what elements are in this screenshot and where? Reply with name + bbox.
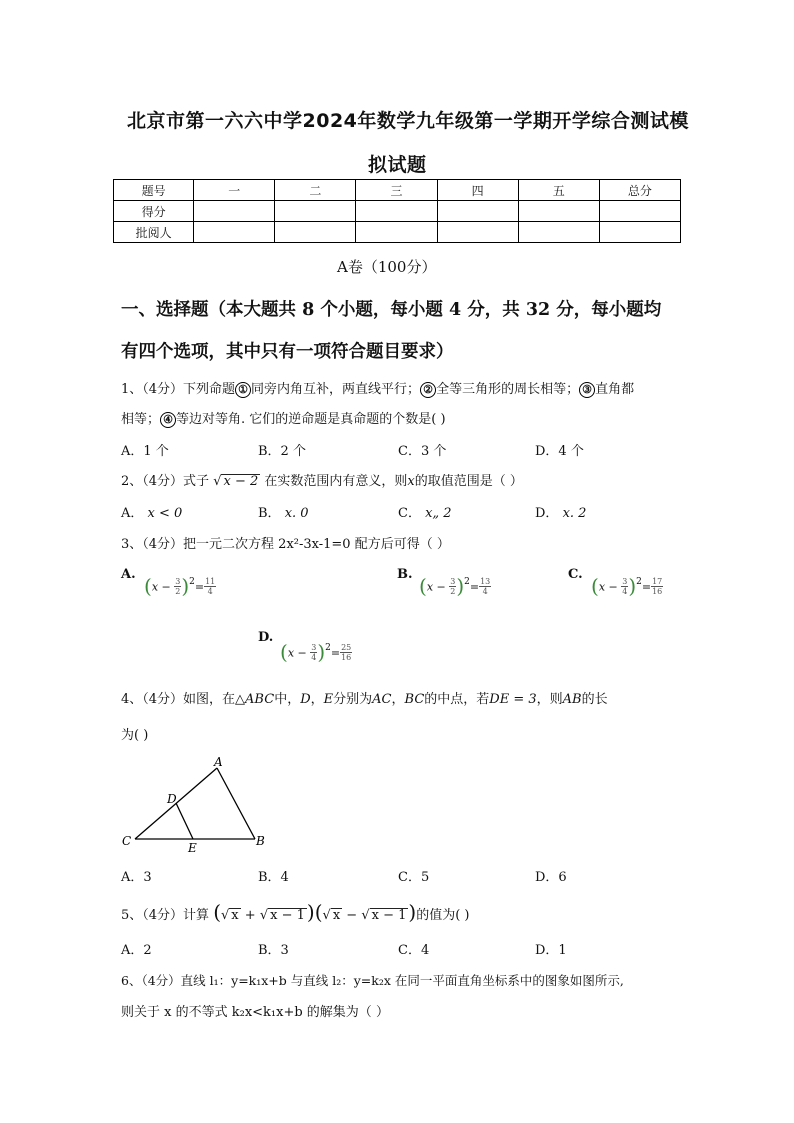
eq: =: [469, 580, 480, 594]
question-1-line2: [121, 408, 446, 428]
score-table-header-row: [114, 180, 681, 201]
radicand: x: [231, 908, 239, 923]
score-cell[interactable]: [194, 222, 275, 243]
option-math: x. 2: [562, 506, 587, 521]
text: ，: [391, 692, 405, 707]
score-row-label: 批阅人: [114, 222, 194, 243]
score-cell[interactable]: [599, 222, 680, 243]
q5-option-d[interactable]: D．1: [535, 943, 567, 958]
score-row-label: 得分: [114, 201, 194, 222]
q5-prefix: 5、（4分）计算: [121, 908, 210, 923]
q1-mark-1: ①: [235, 382, 251, 398]
num: 13: [480, 576, 491, 586]
math: DE = 3: [489, 692, 537, 707]
q2-suffix: 在实数范围内有意义，则: [264, 474, 408, 489]
den: 16: [652, 586, 663, 596]
score-header-cell: 二: [275, 180, 356, 201]
q5-option-b[interactable]: B．3: [258, 943, 289, 958]
math: BC: [404, 692, 425, 707]
exp: 2: [464, 577, 470, 588]
q1-prefix: 1、（4分）下列命题: [121, 382, 236, 397]
score-cell[interactable]: [194, 201, 275, 222]
num: 3: [450, 576, 456, 586]
q2-prefix: 2、（4分）式子: [121, 474, 210, 489]
q2-option-b[interactable]: [258, 502, 309, 521]
num: 17: [652, 576, 663, 586]
exp: 2: [636, 577, 642, 588]
expr: x −: [287, 646, 311, 660]
q5-option-a[interactable]: A．2: [121, 943, 152, 958]
sqrt-icon: √: [213, 474, 222, 489]
q2-option-c[interactable]: [398, 502, 452, 521]
score-cell[interactable]: [356, 222, 437, 243]
den: 2: [175, 586, 181, 596]
section-heading-line2: 有四个选项，其中只有一项符合题目要求）: [121, 342, 454, 362]
q4-option-c[interactable]: C．5: [398, 870, 430, 885]
score-table: [113, 179, 681, 243]
q1-part4: 等边对等角. 它们的逆命题是真命题的个数是( ): [176, 412, 446, 427]
radicand: x − 1: [371, 908, 407, 923]
q1-option-a[interactable]: A．1 个: [121, 444, 169, 459]
score-cell[interactable]: [518, 222, 599, 243]
radicand: x: [332, 908, 341, 923]
q3-option-a[interactable]: (x − $\frac{3}{2}$ )$^2$= $\frac{11}{4}$: [144, 574, 216, 598]
triangle-figure: [115, 755, 275, 855]
q1-part3: 直角都: [595, 382, 635, 397]
eq: =: [194, 580, 205, 594]
q3-option-d-letter: D.: [258, 630, 274, 645]
score-header-cell: 三: [356, 180, 437, 201]
q4-option-d[interactable]: D．6: [535, 870, 567, 885]
option-math: x„ 2: [425, 506, 452, 521]
label-a: A: [214, 755, 223, 769]
score-cell[interactable]: [437, 222, 518, 243]
question-4-line2: 为( ): [121, 728, 149, 743]
question-4-line1: [121, 688, 608, 707]
q3-option-d[interactable]: (x − $\frac{3}{4}$ )$^2$= $\frac{25}{16}$: [280, 640, 352, 664]
den: 4: [622, 586, 628, 596]
section-heading-line1: 一、选择题（本大题共 8 个小题，每小题 4 分，共 32 分，每小题均: [121, 300, 662, 320]
q1-option-d[interactable]: D．4 个: [535, 444, 584, 459]
score-header-cell: 五: [518, 180, 599, 201]
option-letter: A．: [121, 506, 144, 521]
text: 中，: [274, 692, 301, 707]
segment-de: [176, 803, 193, 839]
q3-option-b[interactable]: (x − $\frac{3}{2}$ )$^2$= $\frac{13}{4}$: [419, 574, 491, 598]
label-e: E: [188, 841, 197, 855]
exp: 2: [325, 643, 331, 654]
q1-option-b[interactable]: B．2 个: [258, 444, 306, 459]
question-2: [121, 470, 523, 489]
math: D: [300, 692, 311, 707]
option-letter: C．: [398, 506, 421, 521]
sqrt-icon: √: [361, 908, 370, 923]
q3-option-a-letter: A.: [121, 567, 136, 582]
op: +: [244, 908, 256, 923]
num: 3: [311, 642, 317, 652]
num: 11: [205, 576, 216, 586]
q1-part2: 全等三角形的周长相等；: [436, 382, 580, 397]
question-6-line1: 6、（4分）直线 l₁：y=k₁x+b 与直线 l₂：y=k₂x 在同一平面直角坐标系中的图象如图所示,: [121, 973, 624, 988]
score-table-row: [114, 201, 681, 222]
sqrt-icon: √: [259, 908, 269, 923]
q2-option-d[interactable]: [535, 502, 586, 521]
q3-option-c[interactable]: (x − $\frac{3}{4}$ )$^2$= $\frac{17}{16}$: [591, 574, 663, 598]
sqrt-icon: √: [322, 908, 331, 923]
question-5: 5、（4分）计算 (√ x + √ x − 1 )(√ x − √ x − 1 )的值为( ): [121, 900, 470, 924]
score-header-cell: 题号: [114, 180, 194, 201]
den: 2: [450, 586, 456, 596]
q3-option-c-letter: C.: [568, 567, 583, 582]
math: △ABC: [235, 692, 275, 707]
score-header-cell: 一: [194, 180, 275, 201]
q1-part3b: 相等；: [121, 412, 161, 427]
expr: x −: [598, 580, 622, 594]
op: −: [346, 908, 358, 923]
q2-radicand: x − 2: [223, 474, 259, 489]
text: ，: [310, 692, 324, 707]
text: 的中点，若: [424, 692, 490, 707]
sqrt-icon: √: [221, 908, 230, 923]
q5-option-c[interactable]: C．4: [398, 943, 430, 958]
num: 3: [622, 576, 628, 586]
q2-option-a[interactable]: [121, 502, 182, 521]
label-d: D: [167, 792, 177, 806]
expr: x −: [426, 580, 450, 594]
num: 25: [341, 642, 352, 652]
score-cell[interactable]: [437, 201, 518, 222]
num: 3: [175, 576, 181, 586]
radicand: x − 1: [270, 908, 305, 923]
score-cell[interactable]: [518, 201, 599, 222]
q1-part1: 同旁内角互补，两直线平行；: [251, 382, 421, 397]
text: ，则: [536, 692, 563, 707]
text: 的长: [581, 692, 608, 707]
option-letter: B．: [258, 506, 281, 521]
volume-label: A卷（100分）: [337, 258, 437, 276]
text: 4、（4分）如图，在: [121, 692, 236, 707]
den: 4: [482, 586, 488, 596]
question-6-line2: 则关于 x 的不等式 k₂x<k₁x+b 的解集为（ ）: [121, 1005, 389, 1020]
math: E: [323, 692, 334, 707]
q3-option-b-letter: B.: [397, 567, 413, 582]
page-title-line2: 拟试题: [368, 154, 427, 176]
text: 分别为: [333, 692, 373, 707]
q4-option-b[interactable]: B．4: [258, 870, 289, 885]
label-b: B: [256, 834, 265, 848]
math: AC: [372, 692, 392, 707]
question-3: 3、（4分）把一元二次方程 2x²-3x-1=0 配方后可得（ ）: [121, 537, 450, 552]
option-math: x. 0: [284, 506, 309, 521]
score-header-cell: 四: [437, 180, 518, 201]
eq: =: [641, 580, 652, 594]
den: 16: [341, 652, 352, 662]
math: AB: [562, 692, 582, 707]
page-title-line1: 北京市第一六六中学2024年数学九年级第一学期开学综合测试模: [127, 110, 689, 132]
q5-suffix: 的值为( ): [416, 908, 470, 923]
exp: 2: [189, 577, 195, 588]
score-header-cell: 总分: [599, 180, 680, 201]
score-cell[interactable]: [599, 201, 680, 222]
den: 4: [207, 586, 213, 596]
score-cell[interactable]: [275, 222, 356, 243]
score-table-row: [114, 222, 681, 243]
label-c: C: [122, 834, 132, 848]
score-cell[interactable]: [356, 201, 437, 222]
option-math: x < 0: [147, 506, 183, 521]
q4-option-a[interactable]: A．3: [121, 870, 152, 885]
option-letter: D．: [535, 506, 559, 521]
eq: =: [330, 646, 341, 660]
q1-mark-4: ④: [160, 412, 176, 428]
q1-mark-3: ③: [579, 382, 595, 398]
q1-mark-2: ②: [420, 382, 436, 398]
side-ab: [217, 768, 255, 839]
q2-suffix2: 的取值范围是（ ）: [414, 474, 523, 489]
question-1-line1: [121, 378, 634, 398]
q2-var: x: [407, 474, 415, 489]
expr: x −: [151, 580, 175, 594]
score-cell[interactable]: [275, 201, 356, 222]
q1-option-c[interactable]: C．3 个: [398, 444, 447, 459]
den: 4: [311, 652, 317, 662]
